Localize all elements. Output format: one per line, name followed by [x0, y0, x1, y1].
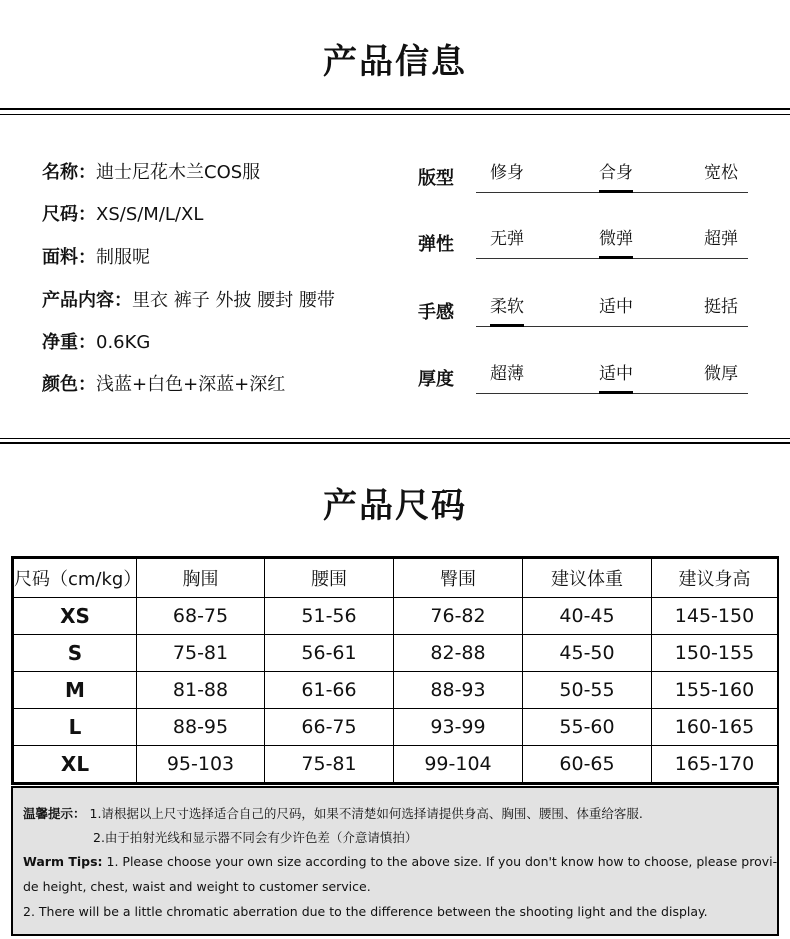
attr-elasticity: [418, 220, 758, 280]
header-weight: 建议体重: [523, 559, 652, 598]
table-cell: 99-104: [394, 746, 523, 783]
info-row-color: [42, 370, 285, 396]
table-cell: 75-81: [265, 746, 394, 783]
tips-cn-label: 温馨提示：: [23, 806, 86, 821]
info-value: 浅蓝+白色+深蓝+深红: [96, 374, 286, 395]
table-row: [14, 709, 778, 746]
info-label: 颜色：: [42, 374, 96, 395]
size-cell: S: [14, 635, 137, 672]
info-row-fabric: [42, 243, 150, 269]
attr-option: 柔软: [490, 297, 524, 317]
attr-thickness: [418, 355, 758, 415]
attr-option: 适中: [599, 364, 633, 384]
table-cell: 155-160: [652, 672, 778, 709]
table-row: [14, 635, 778, 672]
size-table-frame: [11, 556, 779, 785]
info-value: 0.6KG: [96, 332, 151, 353]
attr-option: 宽松: [704, 163, 738, 183]
table-cell: 68-75: [137, 598, 265, 635]
table-cell: 165-170: [652, 746, 778, 783]
tips-cn-text1: 1.请根据以上尺寸选择适合自己的尺码，如果不清楚如何选择请提供身高、胸围、腰围、体重给客服.: [89, 806, 643, 821]
header-chest: 胸围: [137, 559, 265, 598]
table-row: [14, 672, 778, 709]
tips-cn-line1: [23, 804, 643, 822]
attr-option: 修身: [490, 163, 524, 183]
table-cell: 51-56: [265, 598, 394, 635]
info-value: 里衣 裤子 外披 腰封 腰带: [132, 290, 335, 311]
table-cell: 56-61: [265, 635, 394, 672]
table-cell: 60-65: [523, 746, 652, 783]
attr-option: 合身: [599, 163, 633, 183]
table-row: [14, 746, 778, 783]
tips-cn-line2: 2.由于拍射光线和显示器不同会有少许色差（介意请慎拍）: [93, 830, 418, 845]
tips-en-line1: [23, 854, 777, 869]
info-value: 制服呢: [96, 247, 150, 268]
table-cell: 50-55: [523, 672, 652, 709]
info-value: 迪士尼花木兰COS服: [96, 162, 261, 183]
divider-top-thin: [0, 114, 790, 115]
table-cell: 88-93: [394, 672, 523, 709]
table-cell: 76-82: [394, 598, 523, 635]
size-cell: XL: [14, 746, 137, 783]
table-cell: 66-75: [265, 709, 394, 746]
attr-name: 版型: [418, 168, 454, 189]
size-cell: XS: [14, 598, 137, 635]
attr-fit: [418, 154, 758, 214]
info-row-size: [42, 200, 203, 226]
header-waist: 腰围: [265, 559, 394, 598]
tips-en-text1: 1. Please choose your own size according to the above size. If you don't know how to choose, please provi-: [106, 854, 778, 869]
attr-option: 超弹: [704, 229, 738, 249]
info-label: 净重：: [42, 332, 96, 353]
divider-mid-thick: [0, 442, 790, 444]
table-cell: 160-165: [652, 709, 778, 746]
info-label: 名称：: [42, 162, 96, 183]
table-cell: 82-88: [394, 635, 523, 672]
attr-option: 无弹: [490, 229, 524, 249]
table-cell: 40-45: [523, 598, 652, 635]
table-cell: 55-60: [523, 709, 652, 746]
info-row-name: [42, 158, 260, 184]
header-size: 尺码（cm/kg）: [14, 559, 137, 598]
divider-top-thick: [0, 108, 790, 110]
size-table: [13, 558, 778, 783]
table-cell: 150-155: [652, 635, 778, 672]
attr-feel: [418, 288, 758, 348]
attr-option: 适中: [599, 297, 633, 317]
tips-en-line2: de height, chest, waist and weight to customer service.: [23, 879, 371, 894]
tips-box: [11, 786, 779, 936]
table-cell: 75-81: [137, 635, 265, 672]
attr-selected-marker: [599, 391, 633, 394]
table-cell: 45-50: [523, 635, 652, 672]
attr-selected-marker: [599, 190, 633, 193]
info-row-weight: [42, 328, 150, 354]
table-cell: 93-99: [394, 709, 523, 746]
table-cell: 61-66: [265, 672, 394, 709]
table-cell: 95-103: [137, 746, 265, 783]
product-size-title: 产品尺码: [323, 486, 467, 526]
info-label: 尺码：: [42, 204, 96, 225]
header-hip: 臀围: [394, 559, 523, 598]
attr-option: 超薄: [490, 364, 524, 384]
tips-en-line3: 2. There will be a little chromatic aberration due to the difference between the shooting light and the display.: [23, 904, 708, 919]
table-cell: 81-88: [137, 672, 265, 709]
table-row: [14, 598, 778, 635]
attr-option: 微弹: [599, 229, 633, 249]
table-header-row: [14, 559, 778, 598]
attr-selected-marker: [490, 324, 524, 327]
attr-name: 弹性: [418, 234, 454, 255]
table-cell: 88-95: [137, 709, 265, 746]
header-height: 建议身高: [652, 559, 778, 598]
attr-option: 挺括: [704, 297, 738, 317]
info-row-contents: [42, 286, 335, 312]
product-info-title: 产品信息: [323, 42, 467, 82]
info-label: 产品内容：: [42, 290, 132, 311]
attr-selected-marker: [599, 256, 633, 259]
attr-name: 手感: [418, 302, 454, 323]
attr-name: 厚度: [418, 369, 454, 390]
size-cell: L: [14, 709, 137, 746]
tips-en-label: Warm Tips:: [23, 854, 103, 869]
table-cell: 145-150: [652, 598, 778, 635]
size-cell: M: [14, 672, 137, 709]
divider-mid-thin: [0, 438, 790, 439]
attr-option: 微厚: [704, 364, 738, 384]
info-value: XS/S/M/L/XL: [96, 204, 204, 225]
info-label: 面料：: [42, 247, 96, 268]
